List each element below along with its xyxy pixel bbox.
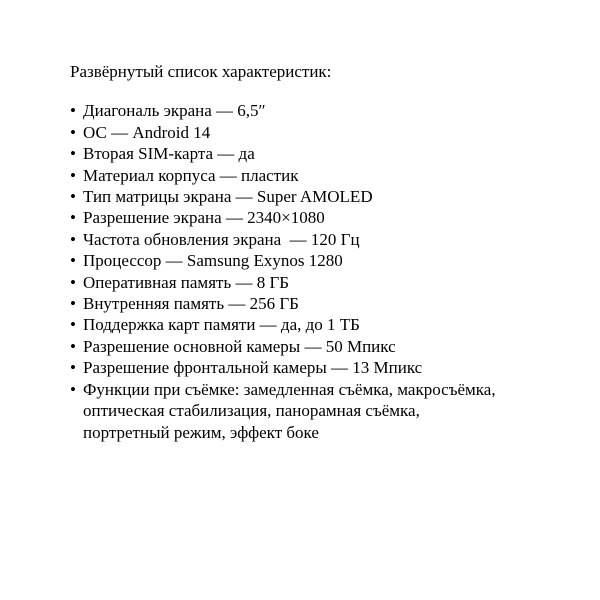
spec-item: • Вторая SIM-карта — да [70,143,590,164]
spec-item: • ОС — Android 14 [70,122,590,143]
spec-item-line: портретный режим, эффект боке [83,422,319,442]
spec-list [70,100,590,443]
spec-item: • Тип матрицы экрана — Super AMOLED [70,186,590,207]
spec-item-line: оптическая стабилизация, панорамная съёмка, [83,401,420,421]
spec-item-line: • Функции при съёмке: замедленная съёмка, макросъёмка, [83,379,496,399]
spec-item-camera-features [70,379,590,443]
spec-item: • Процессор — Samsung Exynos 1280 [70,250,590,271]
spec-item: • Разрешение фронтальной камеры — 13 Мпикс [70,357,590,378]
spec-item: • Материал корпуса — пластик [70,165,590,186]
spec-item: • Поддержка карт памяти — да, до 1 ТБ [70,314,590,335]
spec-item: • Оперативная память — 8 ГБ [70,272,590,293]
spec-item: • Диагональ экрана — 6,5″ [70,100,590,121]
spec-item: • Разрешение основной камеры — 50 Мпикс [70,336,590,357]
spec-item: • Разрешение экрана — 2340×1080 [70,207,590,228]
document [70,61,590,443]
spec-item: • Частота обновления экрана — 120 Гц [70,229,590,250]
document-title: Развёрнутый список характеристик: [70,62,332,81]
spec-item: • Внутренняя память — 256 ГБ [70,293,590,314]
